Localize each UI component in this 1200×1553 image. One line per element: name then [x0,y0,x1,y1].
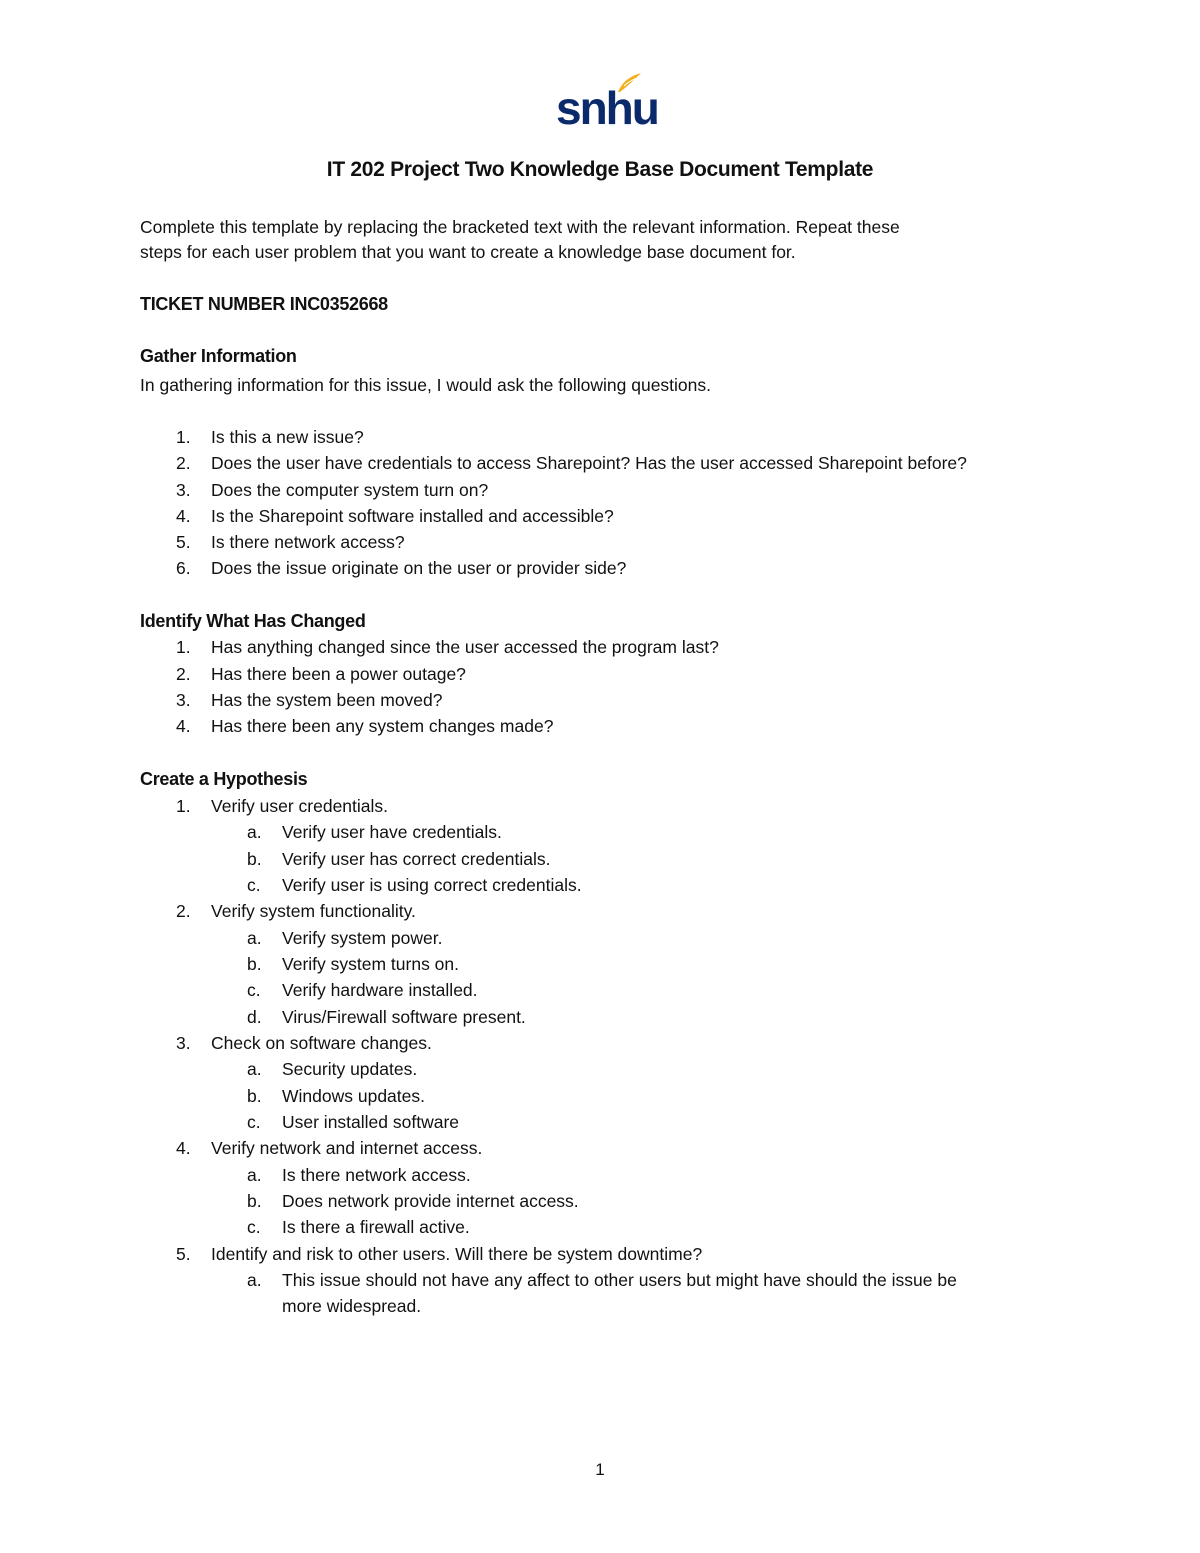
sublist-letter: c. [247,1217,261,1237]
list-item: Does the issue originate on the user or provider side? [211,558,627,578]
list-number: 1. [176,637,191,657]
document-title: IT 202 Project Two Knowledge Base Document Template [326,158,874,181]
list-number: 1. [176,427,191,447]
list-number: 3. [176,690,191,710]
list-item: Has anything changed since the user accessed the program last? [211,637,719,657]
list-item: Is this a new issue? [211,427,364,447]
sublist-item: Verify user is using correct credentials. [282,875,582,895]
list-item: Is the Sharepoint software installed and accessible? [211,506,614,526]
sublist-letter: b. [247,1086,262,1106]
list-number: 4. [176,1138,191,1158]
list-number: 6. [176,558,191,578]
list-item: Check on software changes. [211,1033,432,1053]
list-number: 5. [176,532,191,552]
sublist-letter: a. [247,822,262,842]
sublist-item: Verify user have credentials. [282,822,502,842]
list-item: Verify user credentials. [211,796,389,816]
sublist-letter: b. [247,849,262,869]
ticket-number: TICKET NUMBER INC0352668 [140,294,388,314]
sublist-letter: c. [247,1112,261,1132]
sublist-letter: b. [247,1191,262,1211]
list-number: 2. [176,453,191,473]
intro-line-1: Complete this template by replacing the bracketed text with the relevant information. Repeat these [140,217,900,237]
sublist-item: Security updates. [282,1059,418,1079]
list-number: 2. [176,901,191,921]
changed-heading: Identify What Has Changed [140,611,366,631]
sublist-item: Verify user has correct credentials. [282,849,551,869]
list-item: Has there been a power outage? [211,664,466,684]
sublist-letter: c. [247,980,261,1000]
flame-leaf-icon [616,72,642,94]
sublist-letter: a. [247,1270,262,1290]
sublist-item: User installed software [282,1112,460,1132]
sublist-item: Is there a firewall active. [282,1217,470,1237]
list-item: Has the system been moved? [211,690,443,710]
list-item: Has there been any system changes made? [211,716,554,736]
list-item: Does the user have credentials to access Sharepoint? Has the user accessed Sharepoint before? [211,453,967,473]
sublist-item-continuation: more widespread. [282,1296,422,1316]
sublist-item: Is there network access. [282,1165,471,1185]
sublist-letter: a. [247,1059,262,1079]
sublist-letter: a. [247,1165,262,1185]
sublist-item: Verify hardware installed. [282,980,478,1000]
sublist-item: Virus/Firewall software present. [282,1007,526,1027]
list-number: 3. [176,480,191,500]
list-item: Verify network and internet access. [211,1138,483,1158]
sublist-letter: d. [247,1007,262,1027]
snhu-logo [556,72,658,134]
sublist-item: Does network provide internet access. [282,1191,579,1211]
sublist-item: Windows updates. [282,1086,425,1106]
list-number: 5. [176,1244,191,1264]
list-item: Verify system functionality. [211,901,416,921]
logo-wordmark: snhu [556,82,658,134]
list-item: Does the computer system turn on? [211,480,489,500]
intro-line-2: steps for each user problem that you want to create a knowledge base document for. [140,242,796,262]
list-number: 4. [176,716,191,736]
sublist-item: Verify system power. [282,928,443,948]
list-item: Is there network access? [211,532,405,552]
sublist-letter: b. [247,954,262,974]
list-number: 1. [176,796,191,816]
list-number: 2. [176,664,191,684]
page-number: 1 [595,1460,605,1479]
list-item: Identify and risk to other users. Will there be system downtime? [211,1244,703,1264]
hypothesis-heading: Create a Hypothesis [140,769,308,789]
gather-heading: Gather Information [140,346,297,366]
gather-intro: In gathering information for this issue, I would ask the following questions. [140,375,712,395]
list-number: 4. [176,506,191,526]
sublist-letter: c. [247,875,261,895]
list-number: 3. [176,1033,191,1053]
sublist-letter: a. [247,928,262,948]
sublist-item: This issue should not have any affect to other users but might have should the issue be [282,1270,957,1290]
sublist-item: Verify system turns on. [282,954,460,974]
